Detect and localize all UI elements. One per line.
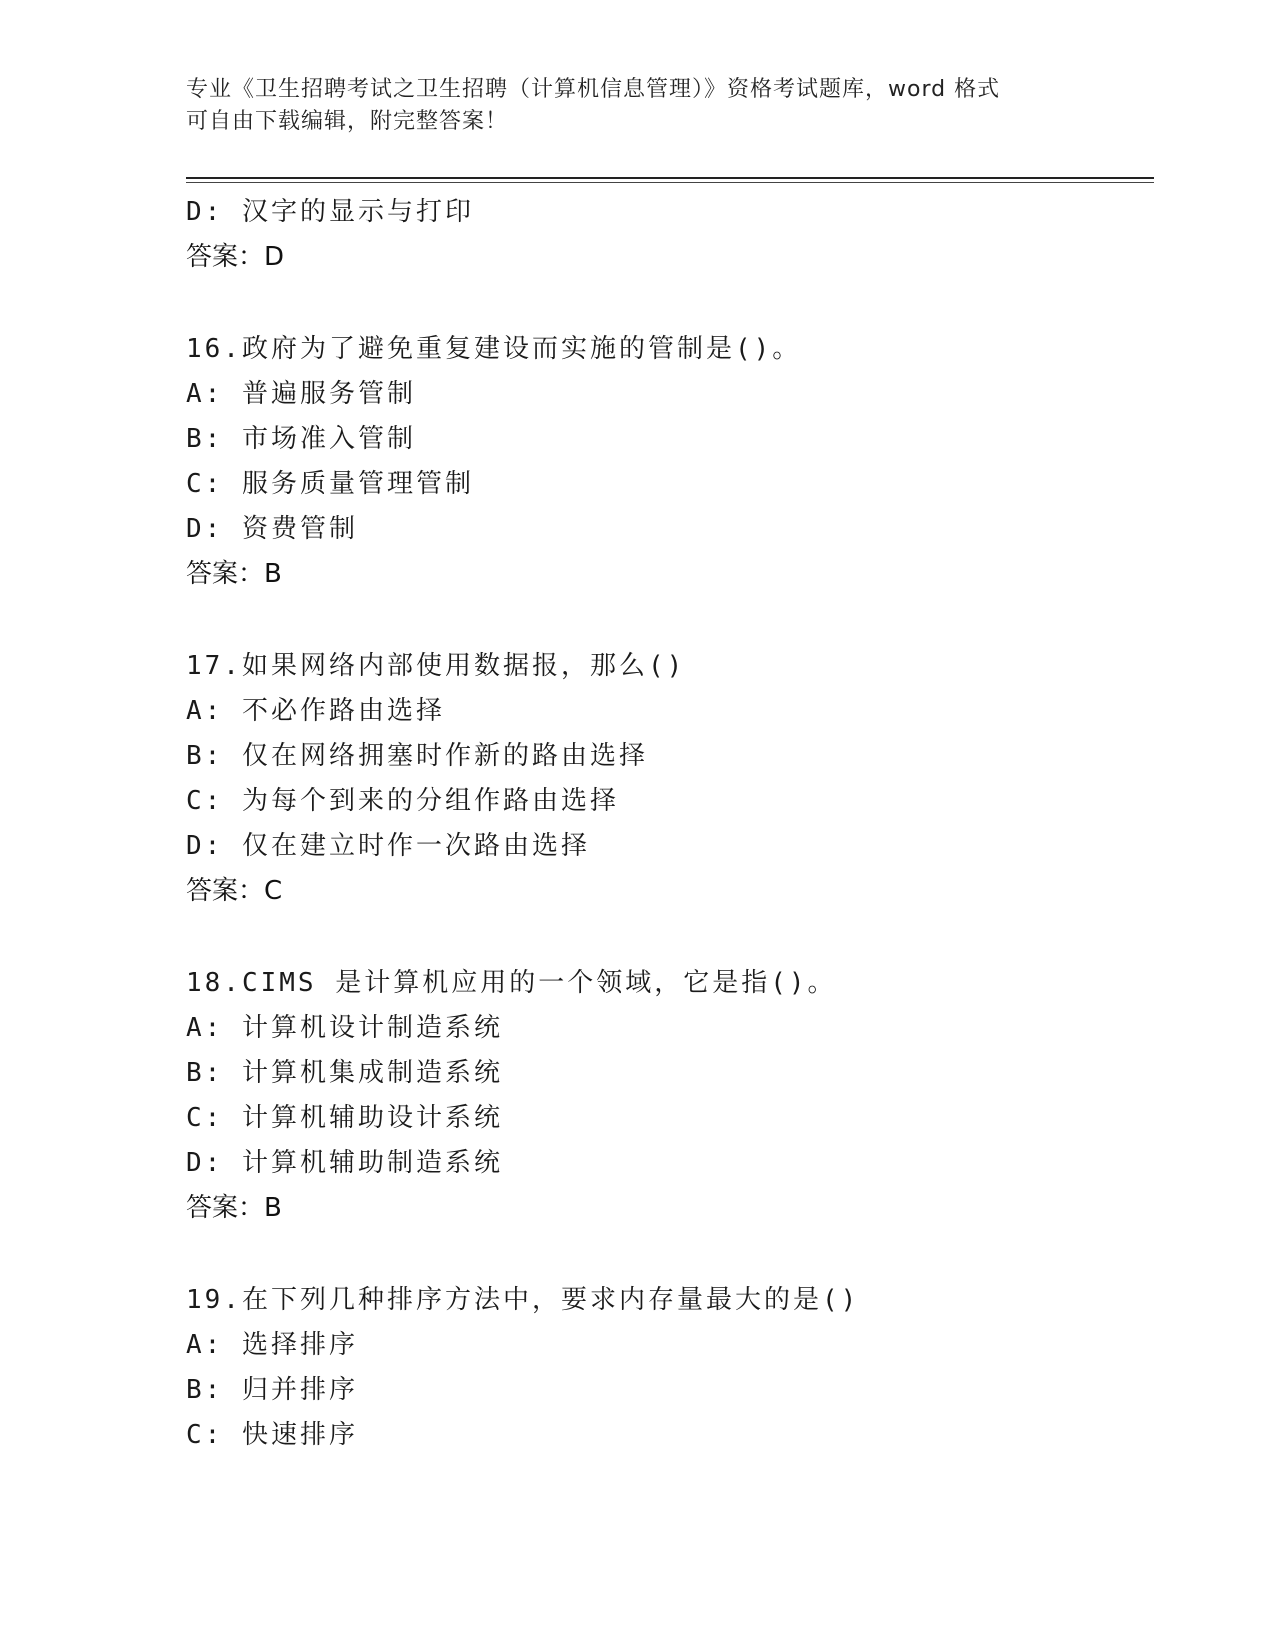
option-b: B: 计算机集成制造系统 [186,1058,503,1088]
question-text: 17.如果网络内部使用数据报，那么() [186,651,686,681]
header-line-1: 专业《卫生招聘考试之卫生招聘（计算机信息管理）》资格考试题库，word 格式 [186,77,1001,102]
option-d: D: 资费管制 [186,514,358,544]
option-d: D: 汉字的显示与打印 [186,197,474,227]
question-block-18 [186,961,1154,1231]
option-a: A: 选择排序 [186,1330,358,1360]
question-list [186,190,1154,1458]
option-c: C: 快速排序 [186,1420,358,1450]
question-text: 16.政府为了避免重复建设而实施的管制是()。 [186,334,802,364]
option-d: D: 计算机辅助制造系统 [186,1148,503,1178]
option-b: B: 仅在网络拥塞时作新的路由选择 [186,741,648,771]
answer: 答案：D [186,242,285,272]
option-a: A: 计算机设计制造系统 [186,1013,503,1043]
question-block-19 [186,1278,1154,1458]
option-a: A: 不必作路由选择 [186,696,445,726]
option-a: A: 普遍服务管制 [186,379,416,409]
question-text: 18.CIMS 是计算机应用的一个领域，它是指()。 [186,968,837,998]
option-c: C: 计算机辅助设计系统 [186,1103,503,1133]
question-text: 19.在下列几种排序方法中，要求内存量最大的是() [186,1285,860,1315]
option-b: B: 市场准入管制 [186,424,416,454]
header-line-2: 可自由下载编辑，附完整答案！ [186,109,509,134]
document-header [186,74,1076,138]
option-c: C: 为每个到来的分组作路由选择 [186,786,619,816]
option-d: D: 仅在建立时作一次路由选择 [186,831,590,861]
header-divider-thin [186,182,1154,183]
option-c: C: 服务质量管理管制 [186,469,474,499]
option-b: B: 归并排序 [186,1375,358,1405]
question-block-16 [186,327,1154,597]
question-block-15 [186,190,1154,280]
answer: 答案：B [186,1193,282,1223]
header-divider [186,177,1154,179]
answer: 答案：B [186,559,282,589]
question-block-17 [186,644,1154,914]
answer: 答案：C [186,876,283,906]
